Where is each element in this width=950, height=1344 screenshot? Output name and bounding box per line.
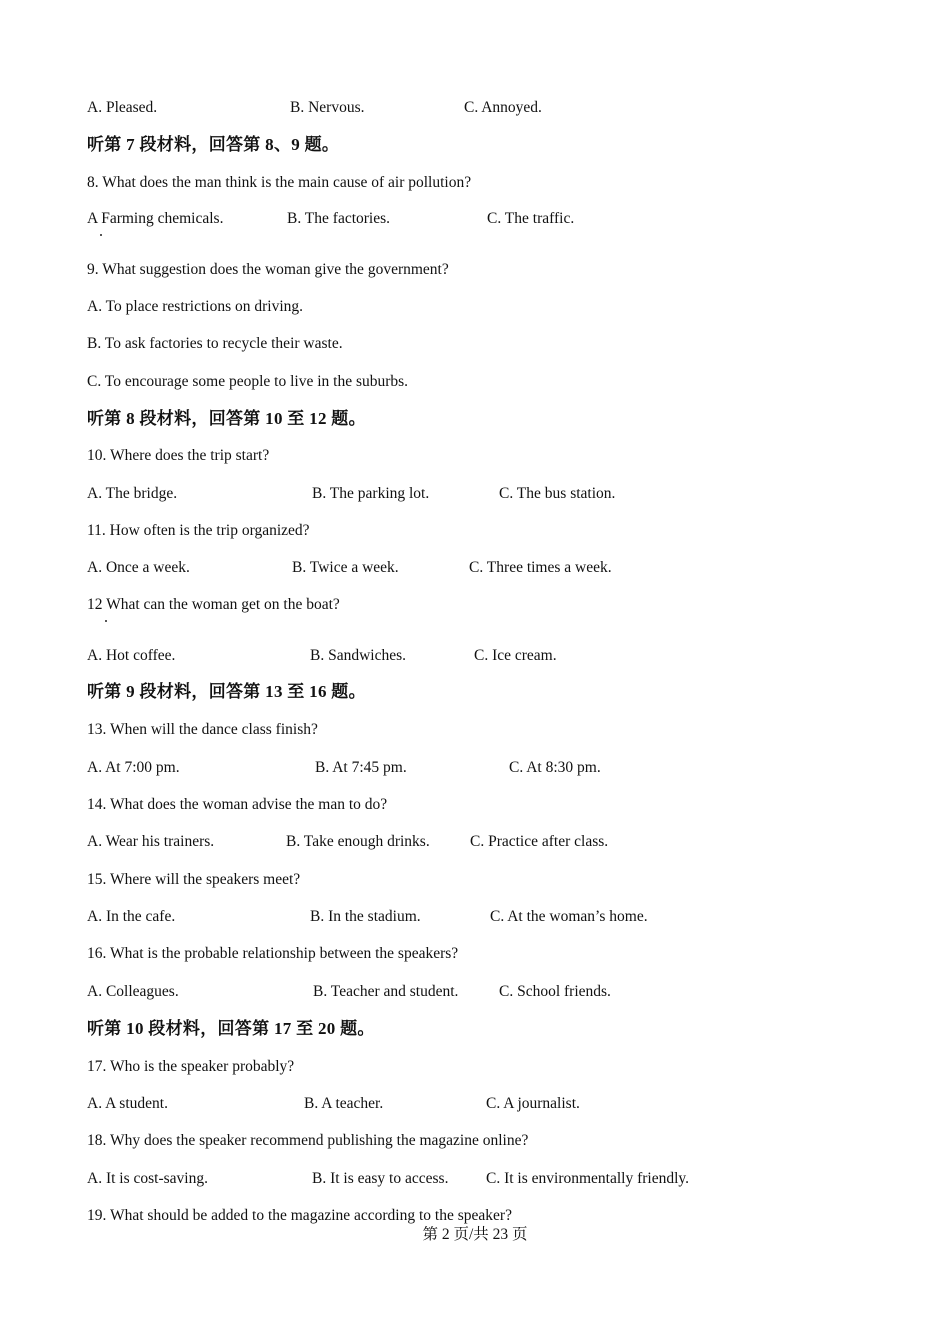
question-text: 9. What suggestion does the woman give the government? [87,261,449,278]
print-mark [100,234,102,236]
answer-option: C. Practice after class. [470,833,609,850]
answer-option: B. The parking lot. [312,485,430,502]
answer-option: B. It is easy to access. [312,1170,449,1187]
answer-option: A. In the cafe. [87,908,176,925]
answer-option: C. It is environmentally friendly. [486,1170,690,1187]
answer-option: A. Hot coffee. [87,647,176,664]
answer-option: A. Wear his trainers. [87,833,215,850]
answer-option: B. Sandwiches. [310,647,407,664]
answer-option: B. The factories. [287,210,391,227]
answer-option: A. Pleased. [87,99,158,116]
print-mark [105,620,107,622]
answer-option: C. Annoyed. [464,99,542,116]
question-text: 18. Why does the speaker recommend publishing the magazine online? [87,1132,529,1149]
question-text: 13. When will the dance class finish? [87,721,318,738]
answer-option: C. At the woman’s home. [490,908,648,925]
answer-option: A. It is cost-saving. [87,1170,208,1187]
answer-option: C. School friends. [499,983,611,1000]
question-text: 11. How often is the trip organized? [87,522,310,539]
answer-option: C. At 8:30 pm. [509,759,601,776]
answer-option: B. In the stadium. [310,908,421,925]
answer-option: B. A teacher. [304,1095,384,1112]
answer-option: A. Colleagues. [87,983,179,1000]
answer-option: C. Three times a week. [469,559,612,576]
question-text: 14. What does the woman advise the man to do? [87,796,388,813]
section-heading: 听第 7 段材料，回答第 8、9 题。 [87,135,340,154]
question-text: 16. What is the probable relationship between the speakers? [87,945,459,962]
question-text: 17. Who is the speaker probably? [87,1058,295,1075]
question-text: 8. What does the man think is the main cause of air pollution? [87,174,472,191]
answer-option: C. A journalist. [486,1095,580,1112]
section-heading: 听第 9 段材料，回答第 13 至 16 题。 [87,682,366,701]
page-footer: 第 2 页/共 23 页 [422,1226,528,1243]
answer-option: B. Nervous. [290,99,365,116]
question-text: 10. Where does the trip start? [87,447,270,464]
question-text: 19. What should be added to the magazine according to the speaker? [87,1207,512,1224]
question-text: C. To encourage some people to live in the suburbs. [87,373,409,390]
question-text: A. To place restrictions on driving. [87,298,304,315]
answer-option: A Farming chemicals. [87,210,224,227]
answer-option: B. Teacher and student. [313,983,459,1000]
question-text: 15. Where will the speakers meet? [87,871,301,888]
answer-option: A. A student. [87,1095,168,1112]
answer-option: C. The traffic. [487,210,575,227]
section-heading: 听第 10 段材料，回答第 17 至 20 题。 [87,1019,375,1038]
question-text: B. To ask factories to recycle their waste. [87,335,343,352]
answer-option: C. Ice cream. [474,647,557,664]
answer-option: B. Take enough drinks. [286,833,430,850]
answer-option: B. At 7:45 pm. [315,759,407,776]
answer-option: A. Once a week. [87,559,190,576]
answer-option: C. The bus station. [499,485,616,502]
answer-option: A. At 7:00 pm. [87,759,180,776]
answer-option: B. Twice a week. [292,559,399,576]
answer-option: A. The bridge. [87,485,178,502]
section-heading: 听第 8 段材料，回答第 10 至 12 题。 [87,409,366,428]
question-text: 12 What can the woman get on the boat? [87,596,340,613]
